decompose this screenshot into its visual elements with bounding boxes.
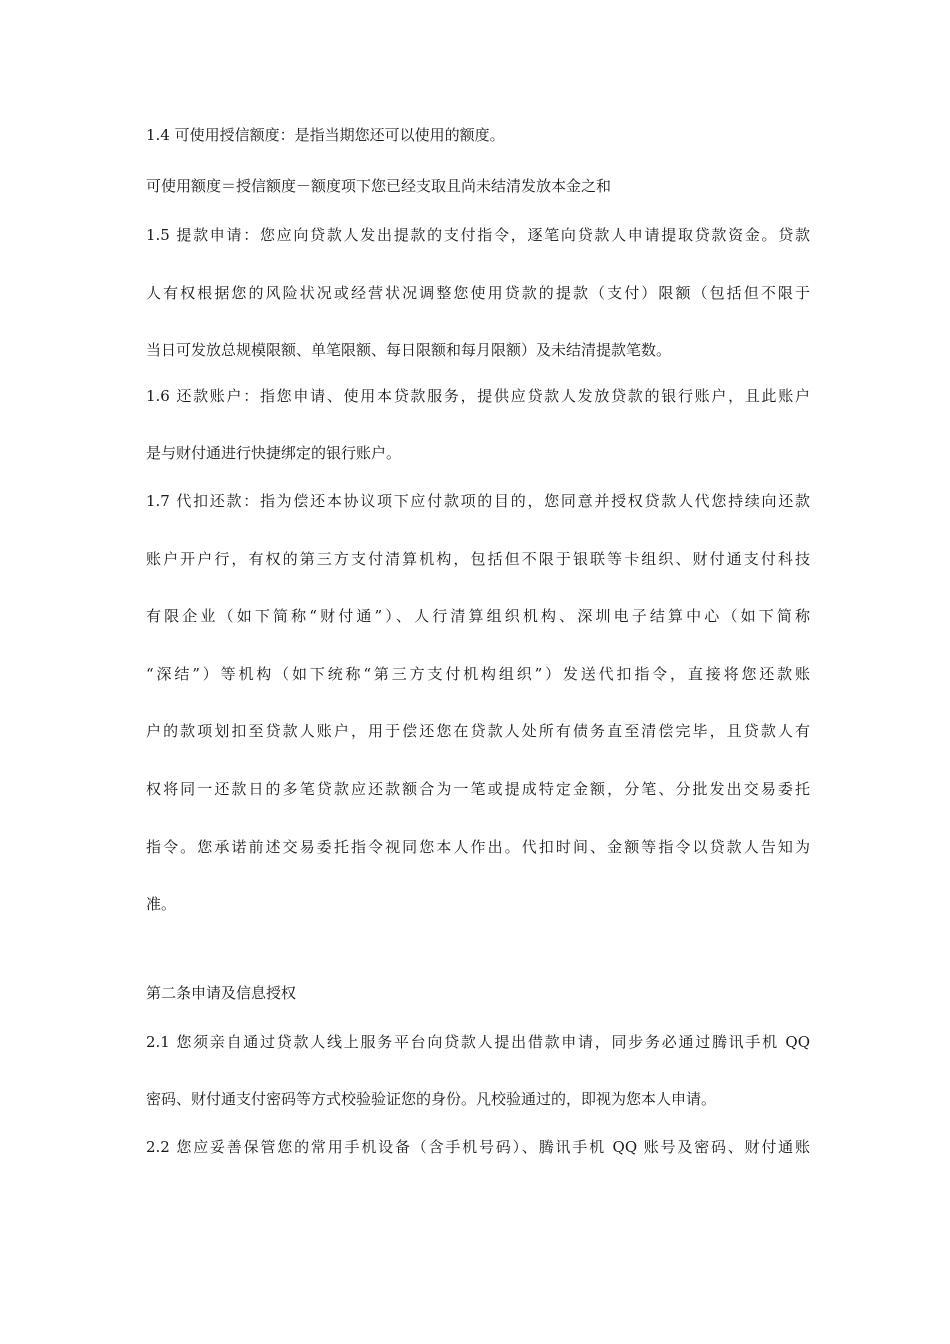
clause-1-7-line-2: 账户开户行，有权的第三方支付清算机构，包括但不限于银联等卡组织、财付通支付科技 [146,550,810,568]
clause-2-1-line-1: 2.1 您须亲自通过贷款人线上服务平台向贷款人提出借款申请，同步务必通过腾讯手机 QQ [146,1033,810,1051]
clause-1-6-line-1: 1.6 还款账户：指您申请、使用本贷款服务，提供应贷款人发放贷款的银行账户，且此账户 [146,387,810,405]
clause-1-7-line-1: 1.7 代扣还款：指为偿还本协议项下应付款项的目的，您同意并授权贷款人代您持续向还款 [146,492,810,510]
clause-1-7-line-6: 权将同一还款日的多笔贷款应还款额合为一笔或提成特定金额，分笔、分批发出交易委托 [146,780,810,798]
clause-1-7-line-5: 户的款项划扣至贷款人账户，用于偿还您在贷款人处所有债务直至清偿完毕，且贷款人有 [146,722,810,740]
clause-1-7-line-3: 有限企业（如下简称“财付通”）、人行清算组织机构、深圳电子结算中心（如下简称 [146,607,810,625]
clause-2-1-line-2: 密码、财付通支付密码等方式校验验证您的身份。凡校验通过的，即视为您本人申请。 [146,1090,717,1108]
clause-1-7-line-8: 准。 [146,895,177,913]
clause-1-4-line: 1.4 可使用授信额度：是指当期您还可以使用的额度。 [146,126,505,144]
clause-1-6-line-2: 是与财付通进行快捷绑定的银行账户。 [146,444,402,462]
clause-1-7-line-4: “深结”）等机构（如下统称“第三方支付机构组织”）发送代扣指令，直接将您还款账 [146,665,810,683]
clause-2-2-line-1: 2.2 您应妥善保管您的常用手机设备（含手机号码）、腾讯手机 QQ 账号及密码、财付通账 [146,1138,810,1156]
section-2-heading: 第二条申请及信息授权 [146,984,297,1002]
clause-1-7-line-7: 指令。您承诺前述交易委托指令视同您本人作出。代扣时间、金额等指令以贷款人告知为 [146,838,810,856]
clause-1-5-line-2: 人有权根据您的风险状况或经营状况调整您使用贷款的提款（支付）限额（包括但不限于 [146,284,810,302]
clause-1-5-line-3: 当日可发放总规模限额、单笔限额、每日限额和每月限额）及未结清提款笔数。 [146,341,672,359]
clause-1-5-line-1: 1.5 提款申请：您应向贷款人发出提款的支付指令，逐笔向贷款人申请提取贷款资金。贷款 [146,226,810,244]
clause-1-4-formula-line: 可使用额度＝授信额度－额度项下您已经支取且尚未结清发放本金之和 [146,177,612,195]
